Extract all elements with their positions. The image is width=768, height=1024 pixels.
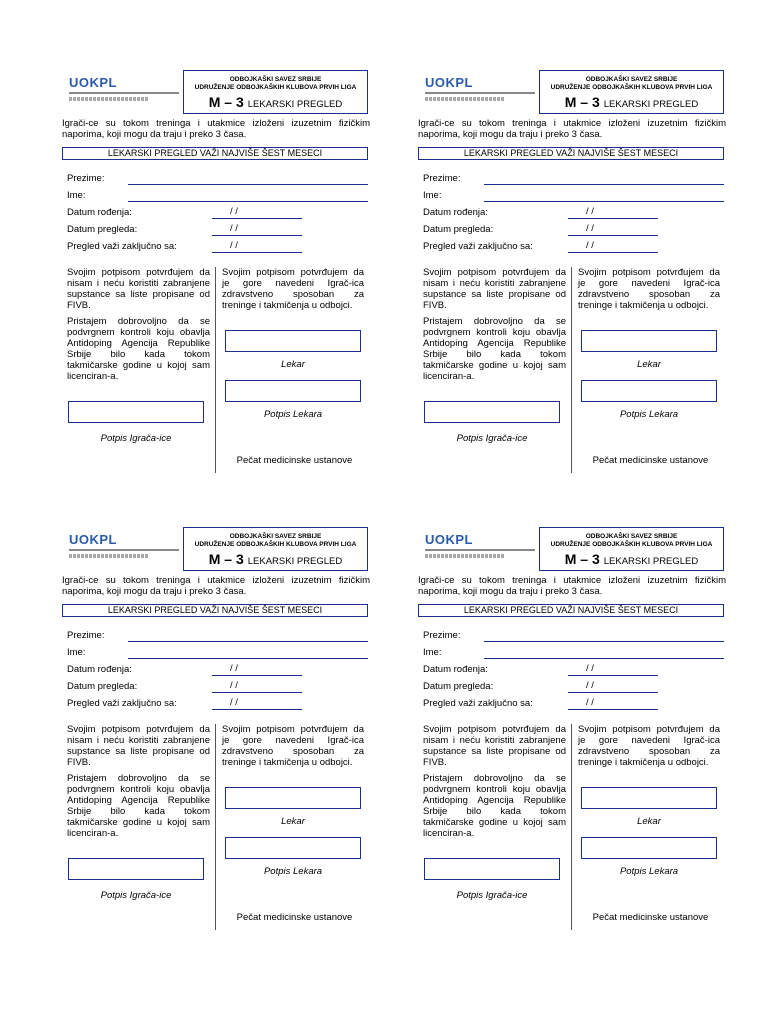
logo-bar bbox=[69, 92, 179, 94]
validity-banner: LEKARSKI PREGLED VAŽI NAJVIŠE ŠEST MESECI bbox=[62, 604, 368, 617]
valid-until-label: Pregled važi zaključno sa: bbox=[423, 698, 533, 709]
valid-until-field[interactable] bbox=[568, 709, 658, 710]
form-code: M – 3 bbox=[564, 94, 600, 110]
doctor-box[interactable] bbox=[581, 787, 717, 809]
player-statements bbox=[67, 724, 210, 844]
birth-date-field[interactable] bbox=[568, 675, 658, 676]
org-line-2: UDRUŽENJE ODBOJKAŠKIH KLUBOVA PRVIH LIGA bbox=[550, 84, 713, 91]
org-line-2: UDRUŽENJE ODBOJKAŠKIH KLUBOVA PRVIH LIGA bbox=[194, 84, 357, 91]
doctor-signature-box[interactable] bbox=[581, 837, 717, 859]
player-statement-1: Svojim potpisom potvrđujem da nisam i neću koristiti zabranjene supstance sa liste propisane od FIVB. bbox=[67, 724, 210, 768]
intro-text: Igrači-ce su tokom treninga i utakmice izloženi izuzetnim fizičkim naporima, koji mogu da traju i preko 3 časa. bbox=[62, 118, 370, 140]
doctor-box[interactable] bbox=[225, 787, 361, 809]
name-field[interactable] bbox=[128, 658, 368, 659]
seal-label: Pečat medicinske ustanove bbox=[236, 912, 353, 923]
name-field[interactable] bbox=[128, 201, 368, 202]
exam-date-label: Datum pregleda: bbox=[423, 224, 494, 235]
header-box bbox=[183, 527, 368, 571]
surname-field[interactable] bbox=[128, 184, 368, 185]
form-title: LEKARSKI PREGLED bbox=[247, 99, 343, 110]
doctor-label: Lekar bbox=[637, 359, 661, 370]
birth-date-label: Datum rođenja: bbox=[423, 664, 488, 675]
birth-date-label: Datum rođenja: bbox=[67, 664, 132, 675]
valid-until-label: Pregled važi zaključno sa: bbox=[67, 698, 177, 709]
player-signature-box[interactable] bbox=[68, 858, 204, 880]
surname-field[interactable] bbox=[128, 641, 368, 642]
doctor-signature-label: Potpis Lekara bbox=[263, 866, 323, 877]
doctor-statement: Svojim potpisom potvrđujem da je gore navedeni Igrač-ica zdravstveno sposoban za treninge i takmičenja u odbojci. bbox=[222, 267, 364, 311]
player-statement-1: Svojim potpisom potvrđujem da nisam i neću koristiti zabranjene supstance sa liste propisane od FIVB. bbox=[423, 724, 566, 768]
logo-dots bbox=[69, 97, 149, 101]
doctor-label: Lekar bbox=[281, 816, 305, 827]
exam-date-field[interactable] bbox=[568, 692, 658, 693]
doctor-signature-label: Potpis Lekara bbox=[619, 409, 679, 420]
surname-field[interactable] bbox=[484, 184, 724, 185]
valid-until-field[interactable] bbox=[568, 252, 658, 253]
medical-form-card bbox=[418, 70, 728, 490]
surname-label: Prezime: bbox=[67, 173, 105, 184]
name-label: Ime: bbox=[423, 647, 442, 658]
doctor-signature-box[interactable] bbox=[581, 380, 717, 402]
logo-dots bbox=[69, 554, 149, 558]
player-signature-box[interactable] bbox=[424, 858, 560, 880]
logo-text: UOKPL bbox=[69, 75, 117, 90]
surname-label: Prezime: bbox=[423, 173, 461, 184]
name-label: Ime: bbox=[423, 190, 442, 201]
player-signature-label: Potpis Igrača-ice bbox=[456, 890, 528, 901]
player-statement-2: Pristajem dobrovoljno da se podvrgnem kontroli koju obavlja Antidoping Agencija Republike Srbije bilo kada tokom takmičarske godine u kojoj sam licenciran-a. bbox=[423, 316, 566, 382]
exam-date-field[interactable] bbox=[212, 235, 302, 236]
exam-date-slashes: / / bbox=[586, 223, 594, 234]
intro-text: Igrači-ce su tokom treninga i utakmice izloženi izuzetnim fizičkim naporima, koji mogu da traju i preko 3 časa. bbox=[418, 118, 726, 140]
seal-label: Pečat medicinske ustanove bbox=[236, 455, 353, 466]
birth-date-slashes: / / bbox=[230, 206, 238, 217]
valid-until-field[interactable] bbox=[212, 709, 302, 710]
birth-date-label: Datum rođenja: bbox=[67, 207, 132, 218]
player-statement-2: Pristajem dobrovoljno da se podvrgnem kontroli koju obavlja Antidoping Agencija Republike Srbije bilo kada tokom takmičarske godine u kojoj sam licenciran-a. bbox=[67, 773, 210, 839]
player-statements bbox=[423, 267, 566, 387]
player-signature-label: Potpis Igrača-ice bbox=[100, 890, 172, 901]
doctor-signature-box[interactable] bbox=[225, 380, 361, 402]
name-label: Ime: bbox=[67, 647, 86, 658]
org-line-1: ODBOJKAŠKI SAVEZ SRBIJE bbox=[229, 76, 322, 83]
exam-date-label: Datum pregleda: bbox=[423, 681, 494, 692]
exam-date-field[interactable] bbox=[568, 235, 658, 236]
player-statement-2: Pristajem dobrovoljno da se podvrgnem kontroli koju obavlja Antidoping Agencija Republike Srbije bilo kada tokom takmičarske godine u kojoj sam licenciran-a. bbox=[67, 316, 210, 382]
name-field[interactable] bbox=[484, 658, 724, 659]
exam-date-slashes: / / bbox=[230, 223, 238, 234]
uokpl-logo bbox=[425, 532, 535, 558]
medical-form-card bbox=[418, 527, 728, 947]
seal-label: Pečat medicinske ustanove bbox=[592, 912, 709, 923]
birth-date-label: Datum rođenja: bbox=[423, 207, 488, 218]
exam-date-label: Datum pregleda: bbox=[67, 681, 138, 692]
column-divider bbox=[571, 267, 572, 473]
player-statement-1: Svojim potpisom potvrđujem da nisam i neću koristiti zabranjene supstance sa liste propisane od FIVB. bbox=[423, 267, 566, 311]
birth-date-slashes: / / bbox=[586, 663, 594, 674]
doctor-statement: Svojim potpisom potvrđujem da je gore navedeni Igrač-ica zdravstveno sposoban za treninge i takmičenja u odbojci. bbox=[222, 724, 364, 768]
logo-bar bbox=[425, 549, 535, 551]
column-divider bbox=[215, 267, 216, 473]
birth-date-field[interactable] bbox=[212, 675, 302, 676]
header-box bbox=[539, 70, 724, 114]
player-signature-label: Potpis Igrača-ice bbox=[100, 433, 172, 444]
logo-bar bbox=[69, 549, 179, 551]
logo-dots bbox=[425, 97, 505, 101]
validity-banner: LEKARSKI PREGLED VAŽI NAJVIŠE ŠEST MESECI bbox=[418, 147, 724, 160]
surname-label: Prezime: bbox=[67, 630, 105, 641]
valid-until-slashes: / / bbox=[230, 240, 238, 251]
doctor-box[interactable] bbox=[581, 330, 717, 352]
player-statement-2: Pristajem dobrovoljno da se podvrgnem kontroli koju obavlja Antidoping Agencija Republike Srbije bilo kada tokom takmičarske godine u kojoj sam licenciran-a. bbox=[423, 773, 566, 839]
exam-date-slashes: / / bbox=[586, 680, 594, 691]
doctor-signature-label: Potpis Lekara bbox=[619, 866, 679, 877]
birth-date-slashes: / / bbox=[230, 663, 238, 674]
birth-date-field[interactable] bbox=[212, 218, 302, 219]
org-line-1: ODBOJKAŠKI SAVEZ SRBIJE bbox=[229, 533, 322, 540]
doctor-label: Lekar bbox=[281, 359, 305, 370]
column-divider bbox=[571, 724, 572, 930]
surname-label: Prezime: bbox=[423, 630, 461, 641]
name-field[interactable] bbox=[484, 201, 724, 202]
name-label: Ime: bbox=[67, 190, 86, 201]
validity-banner: LEKARSKI PREGLED VAŽI NAJVIŠE ŠEST MESECI bbox=[62, 147, 368, 160]
form-title: LEKARSKI PREGLED bbox=[603, 99, 699, 110]
column-divider bbox=[215, 724, 216, 930]
valid-until-slashes: / / bbox=[230, 697, 238, 708]
player-statements bbox=[423, 724, 566, 844]
player-statement-1: Svojim potpisom potvrđujem da nisam i neću koristiti zabranjene supstance sa liste propisane od FIVB. bbox=[67, 267, 210, 311]
valid-until-label: Pregled važi zaključno sa: bbox=[423, 241, 533, 252]
validity-banner: LEKARSKI PREGLED VAŽI NAJVIŠE ŠEST MESECI bbox=[418, 604, 724, 617]
seal-label: Pečat medicinske ustanove bbox=[592, 455, 709, 466]
doctor-label: Lekar bbox=[637, 816, 661, 827]
exam-date-field[interactable] bbox=[212, 692, 302, 693]
valid-until-field[interactable] bbox=[212, 252, 302, 253]
player-statements bbox=[67, 267, 210, 387]
medical-form-card bbox=[62, 527, 372, 947]
header-box bbox=[183, 70, 368, 114]
exam-date-label: Datum pregleda: bbox=[67, 224, 138, 235]
player-signature-label: Potpis Igrača-ice bbox=[456, 433, 528, 444]
form-code: M – 3 bbox=[208, 94, 244, 110]
org-line-2: UDRUŽENJE ODBOJKAŠKIH KLUBOVA PRVIH LIGA bbox=[194, 541, 357, 548]
doctor-statement: Svojim potpisom potvrđujem da je gore navedeni Igrač-ica zdravstveno sposoban za treninge i takmičenja u odbojci. bbox=[578, 267, 720, 311]
form-code: M – 3 bbox=[564, 551, 600, 567]
org-line-1: ODBOJKAŠKI SAVEZ SRBIJE bbox=[585, 76, 678, 83]
doctor-signature-box[interactable] bbox=[225, 837, 361, 859]
form-title: LEKARSKI PREGLED bbox=[247, 556, 343, 567]
org-line-1: ODBOJKAŠKI SAVEZ SRBIJE bbox=[585, 533, 678, 540]
form-code: M – 3 bbox=[208, 551, 244, 567]
exam-date-slashes: / / bbox=[230, 680, 238, 691]
doctor-box[interactable] bbox=[225, 330, 361, 352]
logo-text: UOKPL bbox=[425, 75, 473, 90]
surname-field[interactable] bbox=[484, 641, 724, 642]
valid-until-slashes: / / bbox=[586, 240, 594, 251]
player-signature-box[interactable] bbox=[68, 401, 204, 423]
birth-date-slashes: / / bbox=[586, 206, 594, 217]
header-box bbox=[539, 527, 724, 571]
medical-form-card bbox=[62, 70, 372, 490]
logo-text: UOKPL bbox=[69, 532, 117, 547]
intro-text: Igrači-ce su tokom treninga i utakmice izloženi izuzetnim fizičkim naporima, koji mogu da traju i preko 3 časa. bbox=[418, 575, 726, 597]
valid-until-slashes: / / bbox=[586, 697, 594, 708]
birth-date-field[interactable] bbox=[568, 218, 658, 219]
org-line-2: UDRUŽENJE ODBOJKAŠKIH KLUBOVA PRVIH LIGA bbox=[550, 541, 713, 548]
valid-until-label: Pregled važi zaključno sa: bbox=[67, 241, 177, 252]
logo-dots bbox=[425, 554, 505, 558]
intro-text: Igrači-ce su tokom treninga i utakmice izloženi izuzetnim fizičkim naporima, koji mogu da traju i preko 3 časa. bbox=[62, 575, 370, 597]
doctor-statement: Svojim potpisom potvrđujem da je gore navedeni Igrač-ica zdravstveno sposoban za treninge i takmičenja u odbojci. bbox=[578, 724, 720, 768]
logo-text: UOKPL bbox=[425, 532, 473, 547]
uokpl-logo bbox=[425, 75, 535, 101]
uokpl-logo bbox=[69, 532, 179, 558]
form-title: LEKARSKI PREGLED bbox=[603, 556, 699, 567]
uokpl-logo bbox=[69, 75, 179, 101]
logo-bar bbox=[425, 92, 535, 94]
player-signature-box[interactable] bbox=[424, 401, 560, 423]
doctor-signature-label: Potpis Lekara bbox=[263, 409, 323, 420]
